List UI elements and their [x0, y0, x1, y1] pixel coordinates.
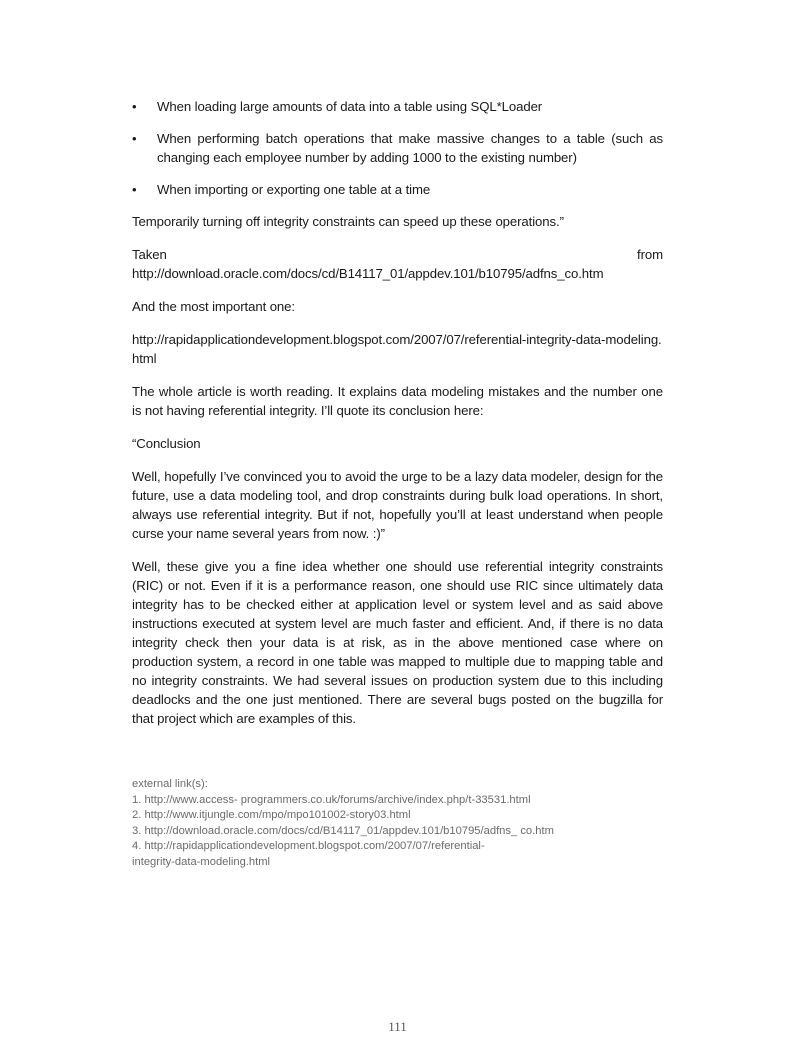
paragraph-important: And the most important one:	[132, 299, 295, 314]
conclusion-heading: “Conclusion	[132, 436, 201, 451]
source-url[interactable]: http://download.oracle.com/docs/cd/B14117_01/appdev.101/b10795/adfns_co.htm	[132, 266, 604, 281]
paragraph-source	[132, 245, 663, 283]
bullet-text: When importing or exporting one table at a time	[157, 182, 431, 197]
bullet-icon: •	[132, 131, 137, 146]
bullet-icon: •	[132, 182, 137, 197]
external-links-heading: external link(s):	[132, 778, 208, 790]
external-link-item[interactable]: 2. http://www.itjungle.com/mpo/mpo101002-story03.html	[132, 809, 411, 821]
external-link-item[interactable]: 1. http://www.access- programmers.co.uk/forums/archive/index.php/t-33531.html	[132, 793, 531, 806]
bullet-text: When performing batch operations that make massive changes to a table (such as changing each employee number by adding 1000 to the existing number)	[157, 131, 663, 165]
bullet-item	[132, 129, 663, 167]
paragraph-conclusion: Well, hopefully I’ve convinced you to avoid the urge to be a lazy data modeler, design for the future, use a data modeling tool, and drop constraints during bulk load operations. In short, always use referential integrity. But if not, hopefully you’ll at least understand when people curse your name several years from now. :)”	[132, 469, 663, 541]
bullet-list	[132, 97, 663, 199]
document-body	[132, 97, 663, 742]
bullet-text: When loading large amounts of data into a table using SQL*Loader	[157, 99, 543, 114]
paragraph-final: Well, these give you a fine idea whether one should use referential integrity constraints (RIC) or not. Even if it is a performance reason, one should use RIC since ultimately data integrity has to be checked either at application level or system level and as said above instructions executed at system level are much faster and efficient. And, if there is no data integrity check then your data is at risk, as in the above mentioned case where on production system, a record in one table was mapped to multiple due to mapping table and no integrity constraints. We had several issues on production system due to this including deadlocks and the one just mentioned. There are several bugs posted on the bugzilla for that project which are examples of this.	[132, 559, 663, 726]
bullet-icon: •	[132, 99, 137, 114]
external-links	[132, 777, 632, 870]
bullet-item	[132, 97, 663, 116]
page-number: 111	[388, 1019, 407, 1034]
source-line	[132, 245, 663, 264]
external-link-item-continued[interactable]: integrity-data-modeling.html	[132, 855, 271, 868]
taken-label: Taken	[132, 247, 167, 262]
bullet-item	[132, 180, 663, 199]
from-label: from	[637, 247, 663, 262]
paragraph-temporarily: Temporarily turning off integrity constraints can speed up these operations.”	[132, 214, 564, 229]
important-url[interactable]: http://rapidapplicationdevelopment.blogspot.com/2007/07/referential-integrity-data-modeling.html	[132, 332, 662, 366]
paragraph-article: The whole article is worth reading. It explains data modeling mistakes and the number one is not having referential integrity. I’ll quote its conclusion here:	[132, 384, 663, 418]
external-link-item[interactable]: 3. http://download.oracle.com/docs/cd/B14117_01/appdev.101/b10795/adfns_ co.htm	[132, 824, 554, 837]
external-link-item[interactable]: 4. http://rapidapplicationdevelopment.blogspot.com/2007/07/referential-	[132, 840, 485, 852]
